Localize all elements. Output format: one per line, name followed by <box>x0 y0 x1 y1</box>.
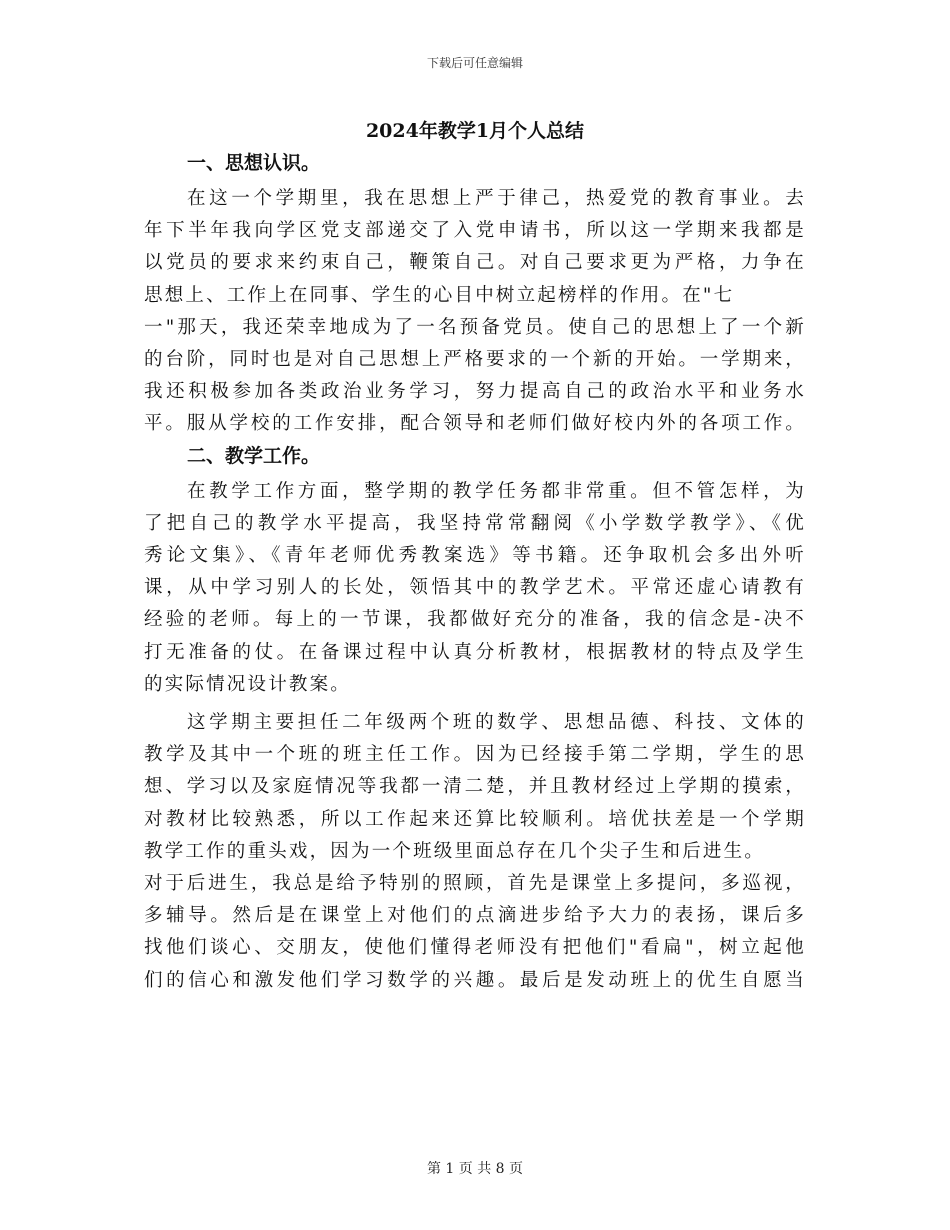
paragraph-line: 以党员的要求来约束自己，鞭策自己。对自己要求更为严格，力争在 <box>144 252 806 274</box>
paragraph-line: 教学及其中一个班的班主任工作。因为已经接手第二学期，学生的思 <box>144 744 806 766</box>
document-body <box>144 148 806 997</box>
paragraph-thought <box>144 183 806 441</box>
section-heading-thought: 一、思想认识。 <box>187 152 321 174</box>
document-title: 2024年教学1月个人总结 <box>365 120 585 142</box>
page-footer: 第 1 页 共 8 页 <box>426 1161 524 1177</box>
paragraph-line: 的台阶，同时也是对自己思想上严格要求的一个新的开始。一学期来， <box>144 349 806 371</box>
paragraph-line: 的实际情况设计教案。 <box>144 673 352 695</box>
paragraph-line: 对于后进生，我总是给予特别的照顾，首先是课堂上多提问，多巡视， <box>144 873 806 895</box>
paragraph-line: 想、学习以及家庭情况等我都一清二楚，并且教材经过上学期的摸索， <box>144 776 806 798</box>
paragraph-teaching-2 <box>144 707 806 997</box>
paragraph-line: 对教材比较熟悉，所以工作起来还算比较顺利。培优扶差是一个学期 <box>144 808 806 830</box>
section-heading-teaching: 二、教学工作。 <box>187 444 321 467</box>
paragraph-line: 教学工作的重头戏，因为一个班级里面总存在几个尖子生和后进生。 <box>144 840 766 862</box>
paragraph-line: 一"那天，我还荣幸地成为了一名预备党员。使自己的思想上了一个新 <box>144 316 806 338</box>
page-header: 下载后可任意编辑 <box>426 56 523 70</box>
paragraph-line: 在教学工作方面，整学期的教学任务都非常重。但不管怎样，为 <box>187 480 806 502</box>
paragraph-line: 课，从中学习别人的长处，领悟其中的教学艺术。平常还虚心请教有 <box>144 577 806 599</box>
paragraph-line: 平。服从学校的工作安排，配合领导和老师们做好校内外的各项工作。 <box>144 413 806 435</box>
paragraph-line: 年下半年我向学区党支部递交了入党申请书，所以这一学期来我都是 <box>144 220 806 242</box>
paragraph-line: 们的信心和激发他们学习数学的兴趣。最后是发动班上的优生自愿当 <box>144 969 806 991</box>
paragraph-line: 多辅导。然后是在课堂上对他们的点滴进步给予大力的表扬，课后多 <box>144 905 806 927</box>
paragraph-line: 秀论文集》、《青年老师优秀教案选》等书籍。还争取机会多出外听 <box>144 545 806 567</box>
paragraph-teaching-1 <box>144 476 806 701</box>
paragraph-line: 我还积极参加各类政治业务学习，努力提高自己的政治水平和业务水 <box>144 381 806 403</box>
paragraph-line: 经验的老师。每上的一节课，我都做好充分的准备，我的信念是-决不 <box>144 609 806 631</box>
paragraph-line: 在这一个学期里，我在思想上严于律己，热爱党的教育事业。去 <box>187 188 806 209</box>
paragraph-line: 找他们谈心、交朋友，使他们懂得老师没有把他们"看扁"，树立起他 <box>144 937 806 959</box>
paragraph-line: 打无准备的仗。在备课过程中认真分析教材，根据教材的特点及学生 <box>144 641 806 663</box>
paragraph-line: 思想上、工作上在同事、学生的心目中树立起榜样的作用。在"七 <box>144 284 735 306</box>
paragraph-line: 这学期主要担任二年级两个班的数学、思想品德、科技、文体的 <box>187 712 806 734</box>
paragraph-line: 了把自己的教学水平提高，我坚持常常翻阅《小学数学教学》、《优 <box>144 512 806 534</box>
